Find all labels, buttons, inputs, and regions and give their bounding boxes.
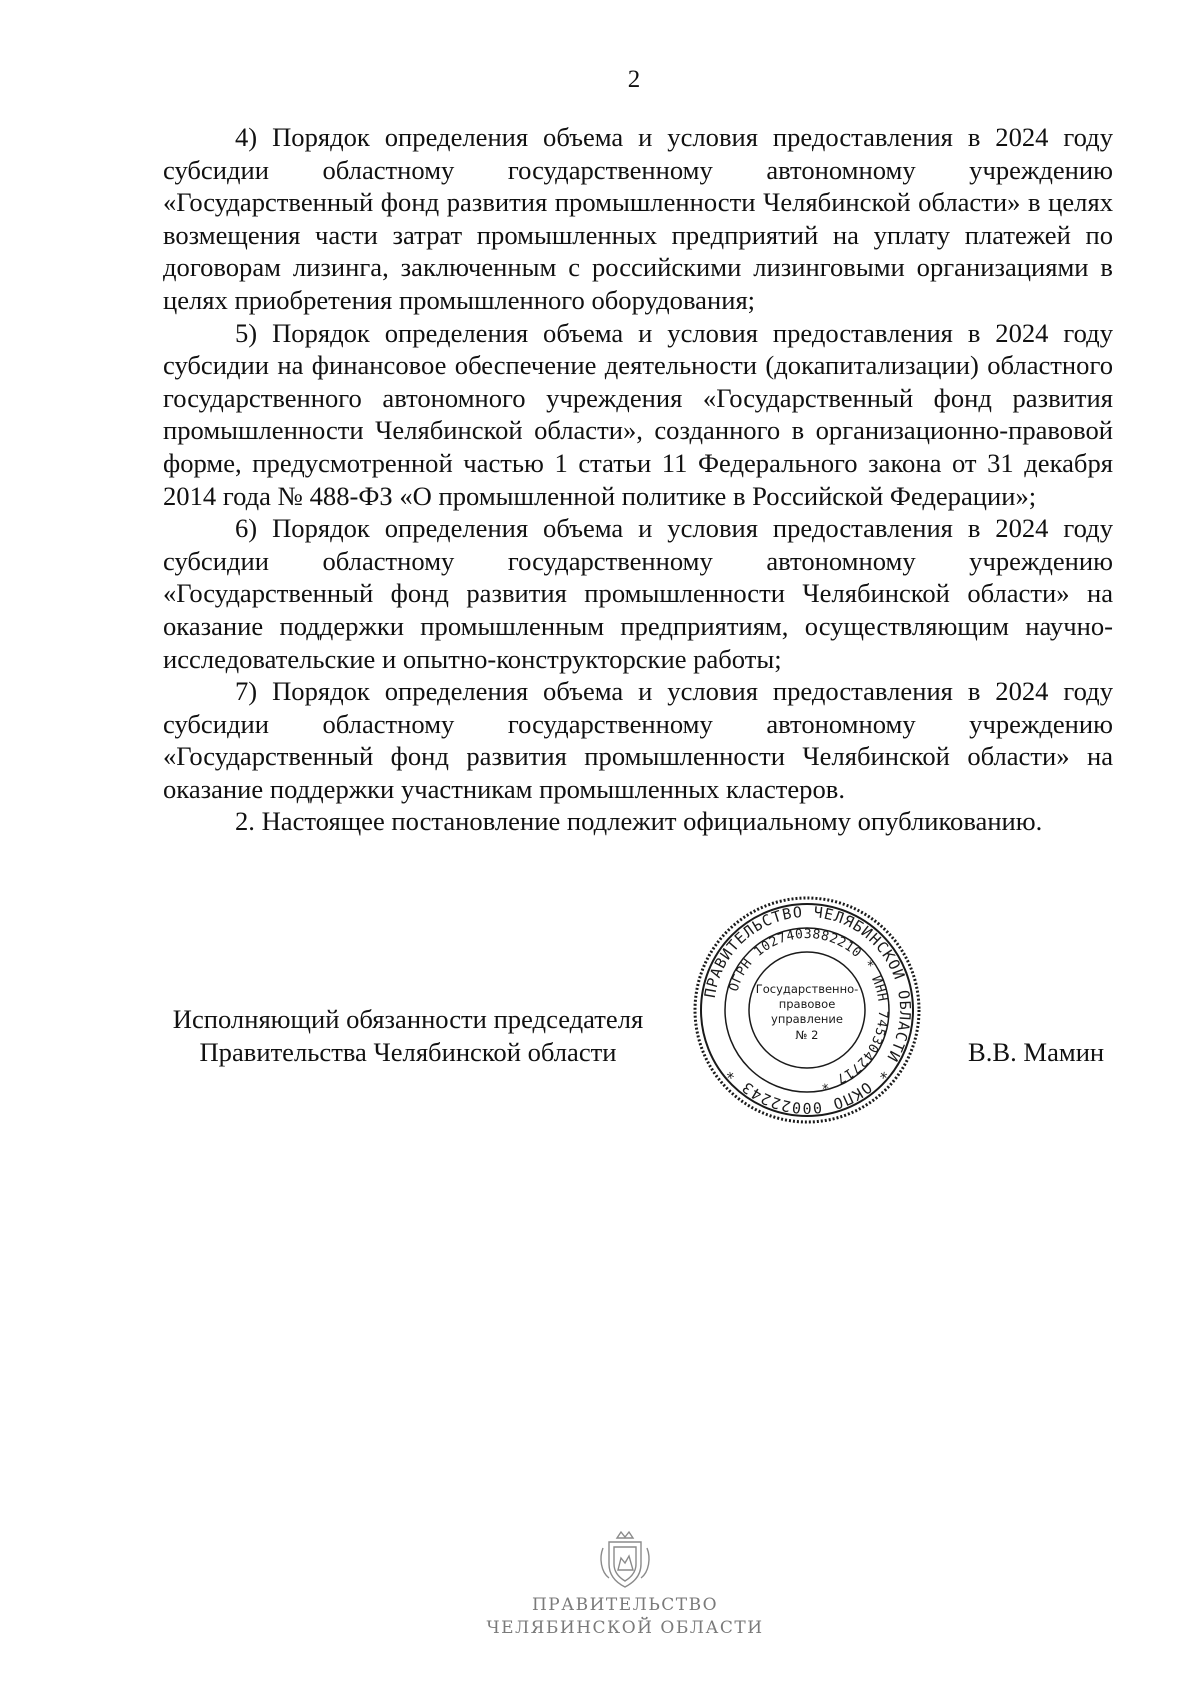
seal-center-line2: правовое [778,997,836,1011]
footer-org-line2: ЧЕЛЯБИНСКОЙ ОБЛАСТИ [486,1618,764,1638]
coat-of-arms-icon [595,1528,655,1592]
signer-name: В.В. Мамин [968,1037,1105,1067]
seal-center-text [756,982,859,1042]
paragraph-item-6: 6) Порядок определения объема и условия предоставления в 2024 году субсидии областному государственному автономному учреждению «Государственный фонд развития промышленности Челябинской области» на оказание поддержки промышленным предприятиям, осуществляющим научно-исследовательские и опытно-конструкторские работы; [163,513,1113,674]
seal-middle-text: ОГРН 1027403882210 * ИНН 7453042717 * [726,926,891,1092]
official-seal [692,895,922,1125]
paragraph-item-7: 7) Порядок определения объема и условия предоставления в 2024 году субсидии областному государственному автономному учреждению «Государственный фонд развития промышленности Челябинской области» на оказание поддержки участникам промышленных кластеров. [163,676,1113,804]
seal-center-line1: Государственно- [755,982,859,996]
document-body [163,121,1113,838]
seal-outer-text: ПРАВИТЕЛЬСТВО ЧЕЛЯБИНСКОЙ ОБЛАСТИ * ОКПО 00022243 * [700,902,915,1118]
paragraph-item-4: 4) Порядок определения объема и условия предоставления в 2024 году субсидии областному государственному автономному учреждению «Государственный фонд развития промышленности Челябинской области» в целях возмещения части затрат промышленных предприятий на уплату платежей по договорам лизинга, заключенным с российскими лизинговыми организациями в целях приобретения промышленного оборудования; [163,122,1113,315]
seal-center-line4: № 2 [795,1028,819,1042]
signer-position-line1: Исполняющий обязанности председателя [172,1004,644,1034]
page-number: 2 [627,66,641,93]
footer-org-line1: ПРАВИТЕЛЬСТВО [531,1595,719,1615]
paragraph-publication: 2. Настоящее постановление подлежит официальному опубликованию. [235,806,1043,837]
footer-organization [460,1594,790,1640]
signer-position [158,1003,658,1069]
paragraph-item-5: 5) Порядок определения объема и условия предоставления в 2024 году субсидии на финансовое обеспечение деятельности (докапитализации) областного государственного автономного учреждения «Государственный фонд развития промышленности Челябинской области», созданного в организационно-правовой форме, предусмотренной частью 1 статьи 11 Федерального закона от 31 декабря 2014 года № 488-ФЗ «О промышленной политике в Российской Федерации»; [163,317,1113,511]
seal-center-line3: управление [771,1012,843,1026]
signer-position-line2: Правительства Челябинской области [199,1037,617,1067]
